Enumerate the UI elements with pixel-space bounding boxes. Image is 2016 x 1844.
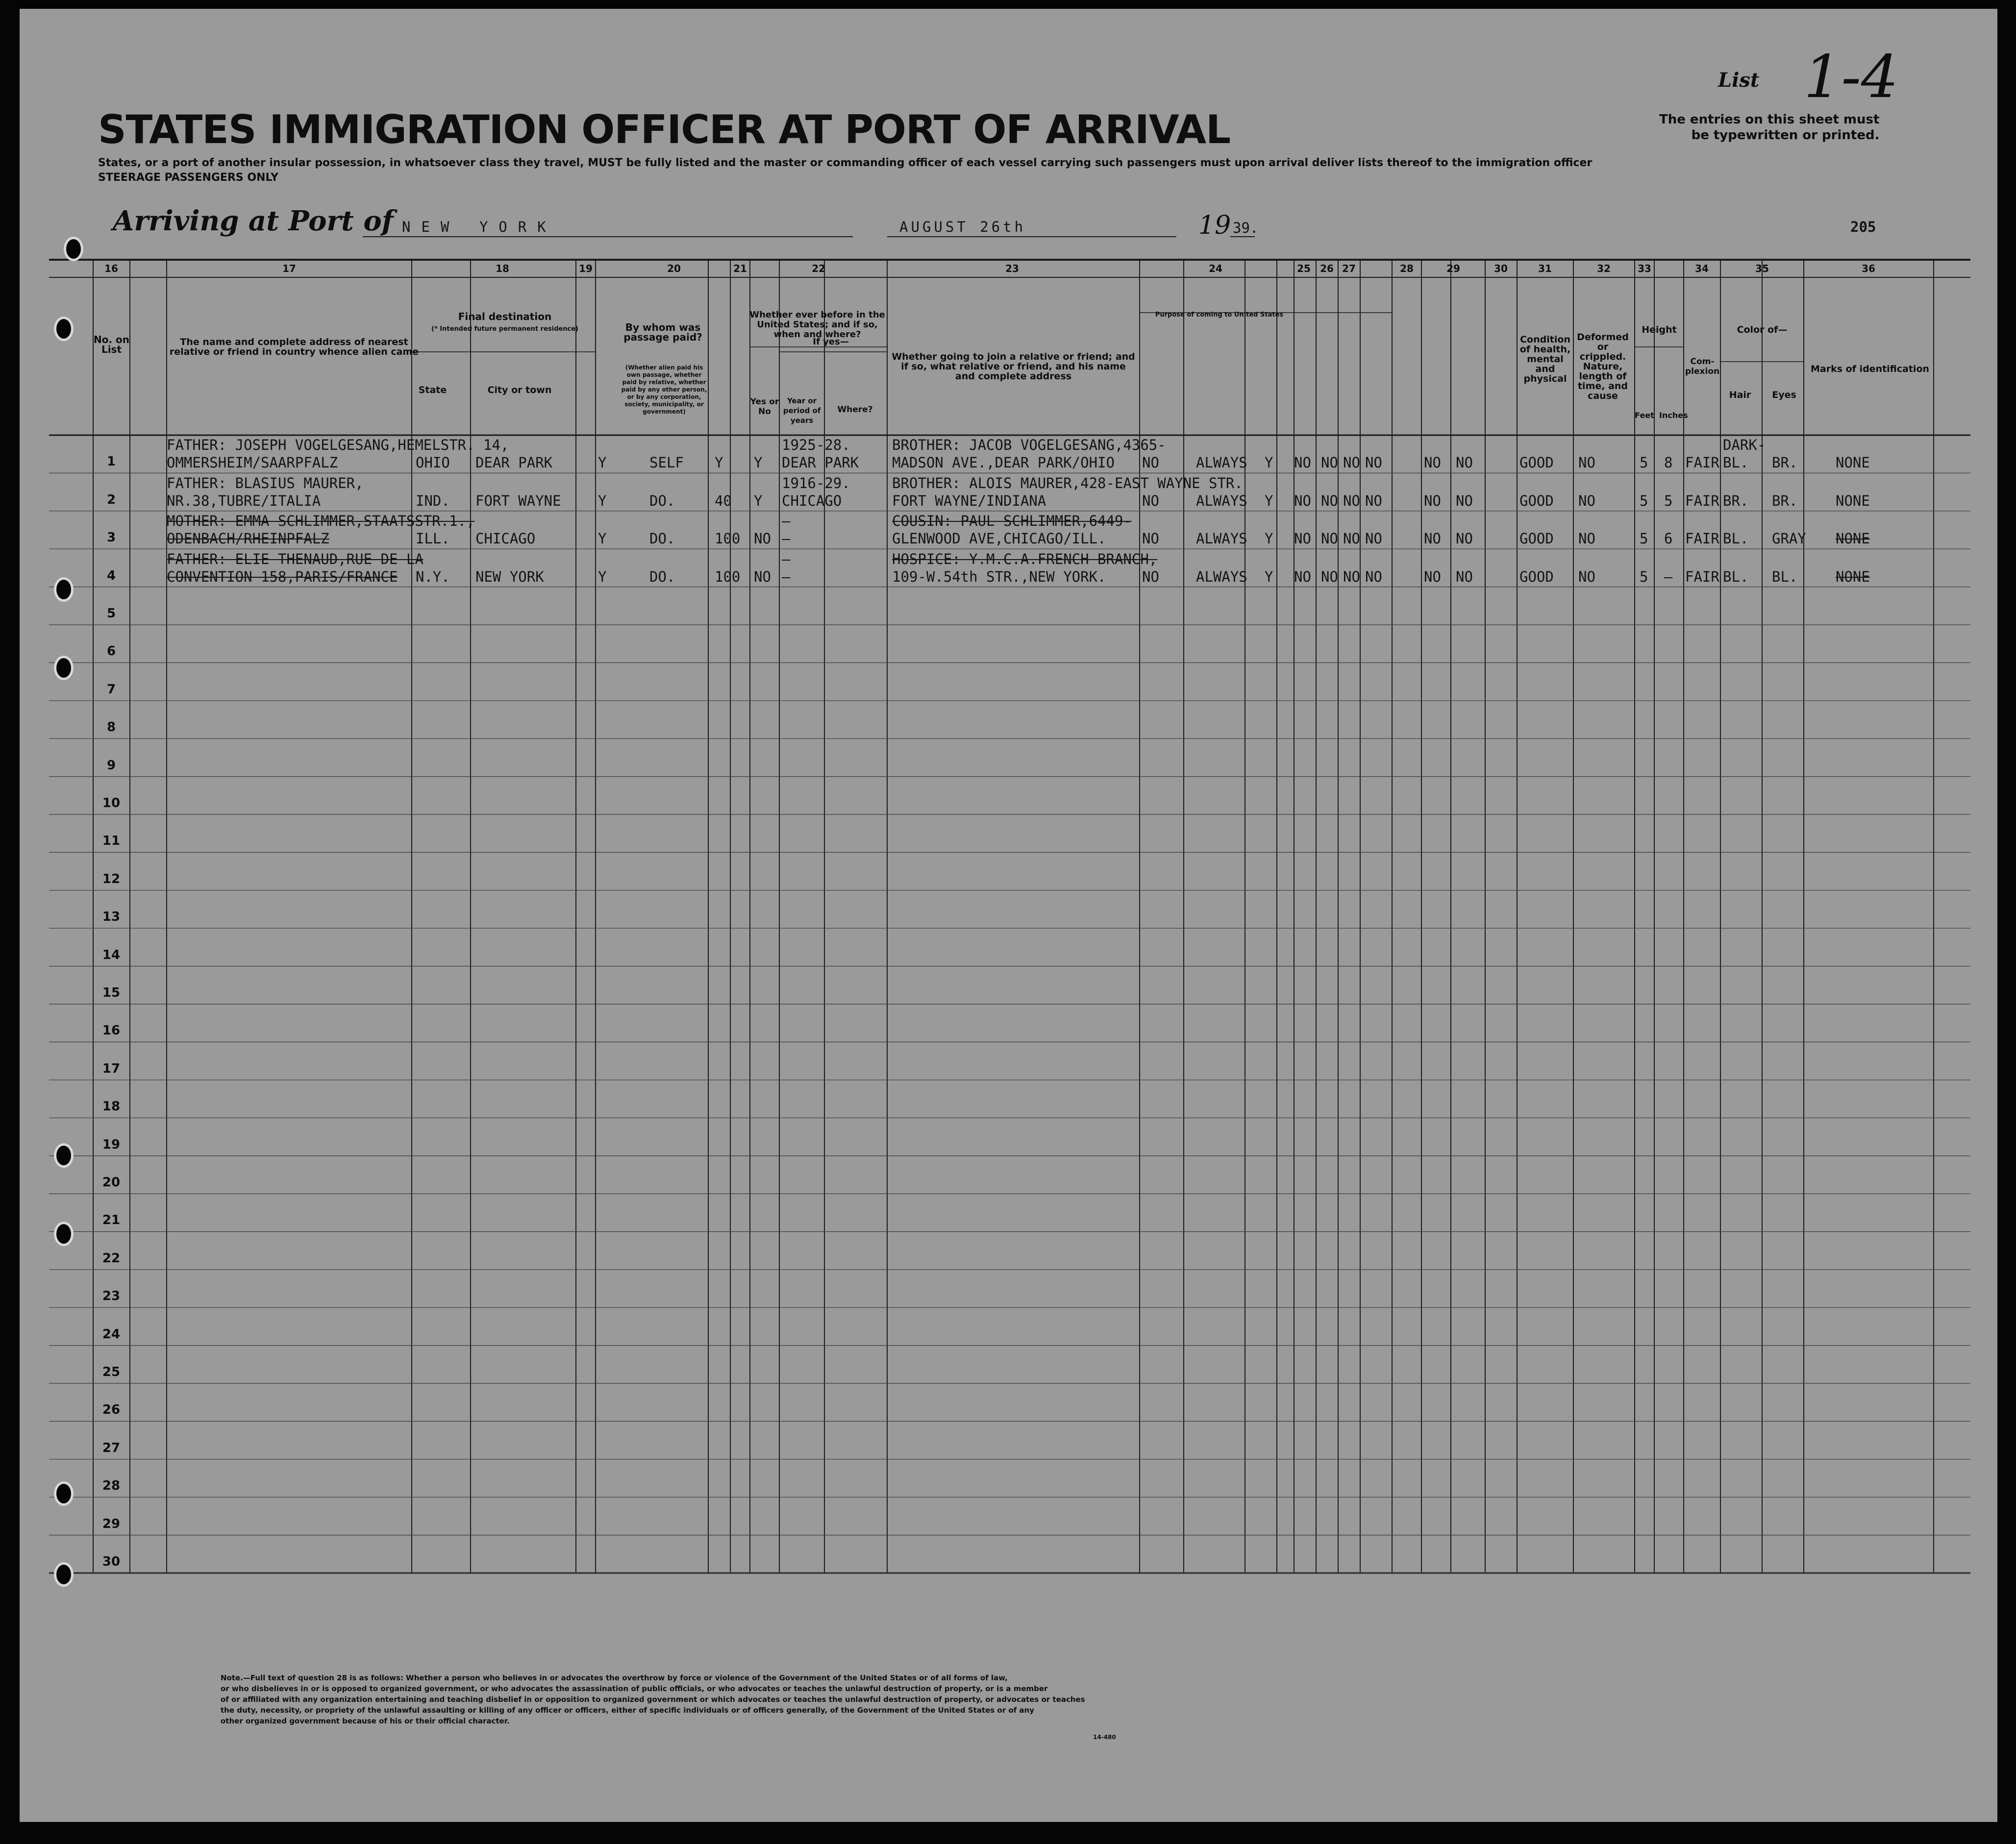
- answer-col30: NO: [1456, 530, 1473, 547]
- identification-marks: NONE: [1836, 492, 1870, 509]
- header-ever-before: Whether ever before in the United States; and if so, when and where?: [749, 310, 885, 340]
- row-number: 26: [102, 1402, 121, 1418]
- years-in-us: —: [782, 550, 791, 567]
- header-color-of: Color of—: [1737, 324, 1788, 335]
- list-number: 1-4: [1804, 43, 1899, 111]
- identification-marks: NONE: [1836, 530, 1870, 547]
- before-in-us: NO: [754, 568, 771, 585]
- answer-col29: NO: [1424, 530, 1441, 547]
- row-number: 8: [106, 720, 116, 735]
- row-number: 16: [102, 1023, 121, 1038]
- answer-col26: NO: [1321, 530, 1338, 547]
- entries-note-line1: The entries on this sheet must: [1659, 112, 1880, 127]
- length-of-stay: ALWAYS: [1196, 454, 1247, 471]
- answer-col27: NO: [1343, 530, 1360, 547]
- header-passage-paid: By whom was passage paid?: [623, 321, 702, 343]
- instructions-text: States, or a port of another insular possession, in whatsoever class they travel, MUST be fully listed and the master or commanding officer of each vessel carrying such passengers must upon arrival deliver lists thereof to the immigration officer: [98, 157, 1593, 169]
- hair-color: BL.: [1723, 568, 1749, 585]
- row-number: 18: [102, 1099, 121, 1114]
- manifest-sheet: [20, 9, 1997, 1822]
- column-number: 28: [1400, 263, 1414, 274]
- entries-note-line2: be typewritten or printed.: [1691, 128, 1880, 143]
- footer-note: [221, 1672, 1085, 1726]
- arriving-label: Arriving at Port of: [113, 205, 394, 237]
- table-grid: [20, 9, 1997, 1822]
- years-in-us: —: [782, 513, 791, 530]
- footer-note-line3: of or affiliated with any organization entertaining and teaching disbelief in or opposition to organized government or which advocates or teaches the unlawful destruction of property, or advocates or teaches: [221, 1695, 1085, 1704]
- joining-relative-line1: BROTHER: ALOIS MAURER,428-EAST WAYNE STR.: [892, 474, 1243, 492]
- destination-state: IND.: [416, 492, 450, 509]
- header-inches: Inches: [1659, 411, 1688, 420]
- where-in-us: —: [782, 530, 791, 547]
- row-number: 28: [102, 1478, 121, 1494]
- binder-hole: [54, 1222, 74, 1246]
- row-number: 25: [102, 1365, 121, 1379]
- answer-col27: NO: [1343, 568, 1360, 585]
- joining-relative-line2: 109-W.54th STR.,NEW YORK.: [892, 568, 1106, 585]
- sheet-number: 205: [1850, 219, 1876, 235]
- header-nearest-relative: The name and complete address of nearest relative or friend in country whence alien came: [169, 337, 419, 357]
- header-complexion: Com-plexion: [1685, 357, 1720, 376]
- header-city: City or town: [487, 385, 552, 395]
- citizenship-intent: Y: [1265, 568, 1273, 585]
- header-passage-paid-note: (Whether alien paid his own passage, whether paid by relative, whether paid by any other person, or by any corporation, society, municipality, or government): [621, 364, 707, 415]
- answer-col28: NO: [1365, 530, 1382, 547]
- identification-marks: NONE: [1836, 568, 1870, 585]
- eye-color: BR.: [1772, 454, 1798, 471]
- header-final-destination-note: (* Intended future permanent residence): [431, 325, 578, 333]
- answer-col29: NO: [1424, 568, 1441, 585]
- joining-relative-line1: HOSPICE: Y.M.C.A.FRENCH BRANCH,: [892, 550, 1158, 567]
- height-inches: 6: [1664, 530, 1673, 547]
- row-number: 1: [106, 454, 116, 469]
- height-feet: 5: [1640, 568, 1648, 585]
- relative-address-line1: MOTHER: EMMA SCHLIMMER,STAATSSTR.1.,: [167, 513, 475, 530]
- relative-address-line2: CONVENTION 158,PARIS/FRANCE: [167, 568, 398, 585]
- answer-col30: NO: [1456, 568, 1473, 585]
- hair-color: BL.: [1723, 454, 1749, 471]
- row-number: 24: [102, 1327, 121, 1342]
- year-prefix: 19: [1198, 211, 1231, 240]
- row-number: 12: [102, 871, 121, 886]
- header-feet: Feet: [1635, 411, 1654, 420]
- hair-color: BL.: [1723, 530, 1749, 547]
- passage-paid-by: DO.: [649, 530, 675, 547]
- destination-state: N.Y.: [416, 568, 450, 585]
- header-state: State: [418, 385, 447, 395]
- passage-paid-by: DO.: [649, 492, 675, 509]
- height-feet: 5: [1640, 530, 1648, 547]
- destination-state: ILL.: [416, 530, 450, 547]
- column-number: 22: [812, 263, 825, 274]
- money-possessed: 40: [715, 492, 732, 509]
- answer-col28: NO: [1365, 492, 1382, 509]
- binder-hole: [54, 1481, 74, 1506]
- height-inches: 8: [1664, 454, 1673, 471]
- column-number: 20: [667, 263, 681, 274]
- answer-col26: NO: [1321, 492, 1338, 509]
- answer-col27: NO: [1343, 454, 1360, 471]
- money-possessed: Y: [715, 454, 723, 471]
- years-in-us: 1925-28.: [782, 437, 850, 454]
- column-number: 33: [1638, 263, 1651, 274]
- answer-col25: NO: [1294, 454, 1311, 471]
- identification-marks: NONE: [1836, 454, 1870, 471]
- row-number: 5: [106, 606, 116, 621]
- deformed-answer: NO: [1578, 530, 1595, 547]
- eye-color: BR.: [1772, 492, 1798, 509]
- column-number: 19: [579, 263, 593, 274]
- row-number: 27: [102, 1440, 121, 1455]
- return-answer: NO: [1142, 454, 1159, 471]
- column-number: 32: [1597, 263, 1611, 274]
- where-in-us: CHICAGO: [782, 492, 842, 509]
- deformed-answer: NO: [1578, 454, 1595, 471]
- before-in-us: Y: [754, 454, 763, 471]
- header-if-yes: If yes—: [813, 337, 849, 347]
- header-final-destination: Final destination: [458, 311, 552, 322]
- binder-hole: [54, 577, 74, 602]
- header-no-on-list: No. on List: [93, 334, 130, 355]
- complexion-value: FAIR: [1685, 454, 1719, 471]
- answer-col28: NO: [1365, 454, 1382, 471]
- header-deformed: Deformed or crippled. Nature, length of time, and cause: [1577, 332, 1629, 401]
- steerage-text: STEERAGE PASSENGERS ONLY: [98, 172, 279, 184]
- header-yes-or-no: Yes or No: [750, 397, 779, 417]
- joining-relative-line1: BROTHER: JACOB VOGELGESANG,4365-: [892, 437, 1166, 454]
- column-number: 17: [282, 263, 296, 274]
- answer-col26: NO: [1321, 568, 1338, 585]
- answer-col29: NO: [1424, 492, 1441, 509]
- height-feet: 5: [1640, 454, 1648, 471]
- destination-state: OHIO: [416, 454, 450, 471]
- joining-relative-line2: GLENWOOD AVE,CHICAGO/ILL.: [892, 530, 1106, 547]
- row-number: 20: [102, 1175, 121, 1190]
- health-condition: GOOD: [1519, 454, 1554, 471]
- answer-col30: NO: [1456, 492, 1473, 509]
- column-number: 26: [1320, 263, 1334, 274]
- before-in-us: NO: [754, 530, 771, 547]
- column-number: 30: [1494, 263, 1508, 274]
- return-answer: NO: [1142, 492, 1159, 509]
- ticket-answer: Y: [598, 454, 607, 471]
- header-marks-identification: Marks of identification: [1810, 364, 1930, 374]
- footer-note-line5: other organized government because of his or their official character.: [221, 1717, 510, 1725]
- deformed-answer: NO: [1578, 568, 1595, 585]
- footer-note-line4: the duty, necessity, or propriety of the unlawful assaulting or killing of any officer or officers, either of specific individuals or of officers generally, of the Government of the United States or of any: [221, 1706, 1034, 1715]
- length-of-stay: ALWAYS: [1196, 492, 1247, 509]
- binder-hole: [54, 656, 74, 680]
- passage-paid-by: DO.: [649, 568, 675, 585]
- complexion-value: FAIR: [1685, 568, 1719, 585]
- form-title: STATES IMMIGRATION OFFICER AT PORT OF ARRIVAL: [98, 107, 1231, 152]
- column-number: 29: [1446, 263, 1460, 274]
- relative-address-line1: FATHER: ELIE THENAUD,RUE DE LA: [167, 550, 423, 567]
- row-number: 22: [102, 1251, 121, 1266]
- eye-color: GRAY: [1772, 530, 1806, 547]
- row-number: 13: [102, 910, 121, 925]
- ticket-answer: Y: [598, 492, 607, 509]
- complexion-value: FAIR: [1685, 530, 1719, 547]
- answer-col26: NO: [1321, 454, 1338, 471]
- footer-note-line1: Note.—Full text of question 28 is as follows: Whether a person who believes in or advocates the overthrow by force or violence of the Government of the United States or of all forms of law,: [221, 1673, 1008, 1682]
- column-number: 35: [1755, 263, 1769, 274]
- citizenship-intent: Y: [1265, 530, 1273, 547]
- header-hair: Hair: [1729, 390, 1751, 400]
- answer-col29: NO: [1424, 454, 1441, 471]
- where-in-us: DEAR PARK: [782, 454, 859, 471]
- row-number: 15: [102, 985, 121, 1000]
- height-inches: —: [1664, 568, 1673, 585]
- joining-relative-line2: FORT WAYNE/INDIANA: [892, 492, 1046, 509]
- footer-note-line2: or who disbelieves in or is opposed to organized government, or who advocates the assassination of public officials, or who advocates or teaches the unlawful destruction of property, or is a member: [221, 1684, 1048, 1693]
- header-join-relative: Whether going to join a relative or friend; and if so, what relative or friend, and his name and complete address: [892, 351, 1135, 382]
- money-possessed: 100: [715, 530, 741, 547]
- year-suffix: 39.: [1233, 220, 1259, 236]
- header-height: Height: [1642, 324, 1677, 335]
- binder-hole: [54, 317, 74, 341]
- health-condition: GOOD: [1519, 568, 1554, 585]
- relative-address-line1: FATHER: BLASIUS MAURER,: [167, 474, 364, 492]
- ticket-answer: Y: [598, 530, 607, 547]
- passage-paid-by: SELF: [649, 454, 684, 471]
- health-condition: GOOD: [1519, 492, 1554, 509]
- row-number: 17: [102, 1061, 121, 1076]
- arrival-date-value: AUGUST 26th: [899, 219, 1026, 235]
- length-of-stay: ALWAYS: [1196, 568, 1247, 585]
- return-answer: NO: [1142, 530, 1159, 547]
- citizenship-intent: Y: [1265, 492, 1273, 509]
- row-number: 4: [106, 568, 116, 583]
- deformed-answer: NO: [1578, 492, 1595, 509]
- row-number: 9: [106, 758, 116, 773]
- row-number: 19: [102, 1137, 121, 1152]
- hair-color: BR.: [1723, 492, 1749, 509]
- column-number: 24: [1209, 263, 1222, 274]
- relative-address-line2: OMMERSHEIM/SAARPFALZ: [167, 454, 338, 471]
- column-number: 36: [1862, 263, 1875, 274]
- row-number: 21: [102, 1213, 121, 1228]
- eye-color: BL.: [1772, 568, 1798, 585]
- before-in-us: Y: [754, 492, 763, 509]
- height-feet: 5: [1640, 492, 1648, 509]
- header-condition-health: Condition of health, mental and physical: [1519, 334, 1571, 384]
- answer-col25: NO: [1294, 568, 1311, 585]
- column-number: 18: [496, 263, 509, 274]
- complexion-value: FAIR: [1685, 492, 1719, 509]
- port-value: NEW YORK: [402, 219, 557, 235]
- binder-hole: [54, 1562, 74, 1587]
- joining-relative-line2: MADSON AVE.,DEAR PARK/OHIO: [892, 454, 1115, 471]
- hair-color-prefix: DARK-: [1723, 437, 1766, 454]
- column-number: 25: [1297, 263, 1311, 274]
- destination-city: NEW YORK: [475, 568, 544, 585]
- row-number: 6: [106, 644, 116, 659]
- row-number: 11: [102, 834, 121, 849]
- where-in-us: —: [782, 568, 791, 585]
- row-number: 29: [102, 1516, 121, 1531]
- column-number: 23: [1005, 263, 1019, 274]
- answer-col27: NO: [1343, 492, 1360, 509]
- column-number: 21: [733, 263, 747, 274]
- relative-address-line2: ODENBACH/RHEINPFALZ: [167, 530, 329, 547]
- citizenship-intent: Y: [1265, 454, 1273, 471]
- money-possessed: 100: [715, 568, 741, 585]
- answer-col25: NO: [1294, 492, 1311, 509]
- header-purpose: Purpose of coming to United States: [1155, 311, 1284, 319]
- relative-address-line1: FATHER: JOSEPH VOGELGESANG,HEMELSTR. 14,: [167, 437, 509, 454]
- row-number: 10: [102, 796, 121, 811]
- column-number: 31: [1538, 263, 1552, 274]
- header-eyes: Eyes: [1772, 390, 1796, 400]
- answer-col28: NO: [1365, 568, 1382, 585]
- health-condition: GOOD: [1519, 530, 1554, 547]
- ticket-answer: Y: [598, 568, 607, 585]
- header-year-period: Year or period of years: [783, 396, 821, 425]
- destination-city: CHICAGO: [475, 530, 536, 547]
- joining-relative-line1: COUSIN: PAUL SCHLIMMER,6449-: [892, 513, 1132, 530]
- length-of-stay: ALWAYS: [1196, 530, 1247, 547]
- row-number: 30: [102, 1554, 121, 1569]
- destination-city: DEAR PARK: [475, 454, 553, 471]
- binder-hole: [54, 1143, 74, 1168]
- header-where: Where?: [837, 405, 873, 415]
- column-number: 16: [104, 263, 118, 274]
- column-number: 34: [1695, 263, 1709, 274]
- row-number: 14: [102, 947, 121, 962]
- column-number: 27: [1342, 263, 1356, 274]
- row-number: 2: [106, 492, 116, 507]
- row-number: 7: [106, 682, 116, 697]
- relative-address-line2: NR.38,TUBRE/ITALIA: [167, 492, 321, 509]
- return-answer: NO: [1142, 568, 1159, 585]
- row-number: 3: [106, 530, 116, 545]
- list-label: List: [1718, 69, 1760, 92]
- destination-city: FORT WAYNE: [475, 492, 561, 509]
- answer-col30: NO: [1456, 454, 1473, 471]
- years-in-us: 1916-29.: [782, 474, 850, 492]
- binder-hole: [64, 237, 83, 261]
- form-code: 14-480: [1093, 1734, 1116, 1741]
- answer-col25: NO: [1294, 530, 1311, 547]
- height-inches: 5: [1664, 492, 1673, 509]
- row-number: 23: [102, 1289, 121, 1304]
